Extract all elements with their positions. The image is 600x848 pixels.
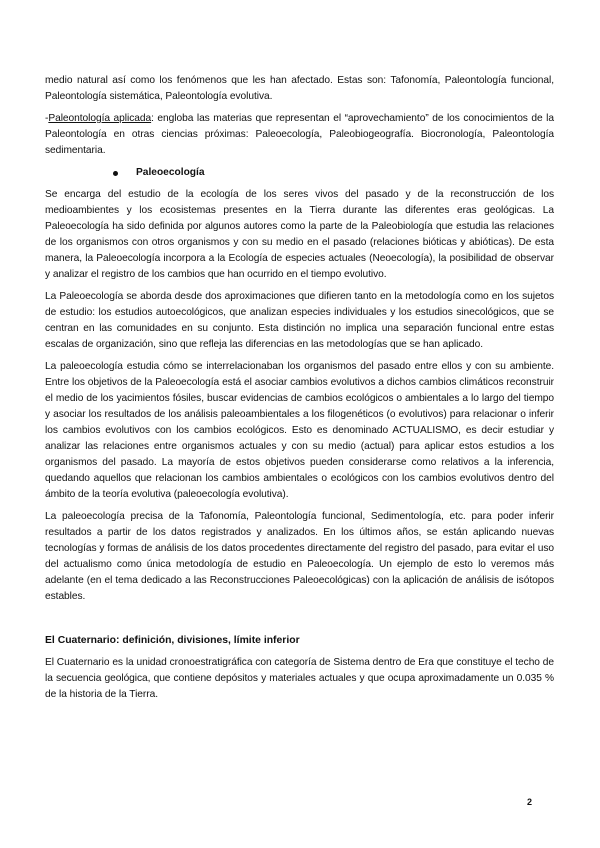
paragraph-applied-paleontology: -Paleontología aplicada: engloba las materias que representan el “aprovechamiento” de los conocimientos de la Paleontología en otras ciencias próximas: Paleoecología, Paleobiogeografía. Biocronología, Paleontología sedimentaria. — [45, 113, 554, 156]
paragraph-paleoecology-objectives: La paleoecología estudia cómo se interrelacionaban los organismos del pasado entre ellos y con su ambiente. Entre los objetivos de la Paleoecología está el asociar cambios evolutivos a dichos cambios climáticos reconstruir el medio de los yacimientos fósiles, buscar evidencias de cambios ecológicos o ambientales a lo largo del tiempo y asociar los resultados de los análisis paleoambientales a los filogenéticos (o evolutivos) para relacionar o inferir los cambios evolutivos con los cambios ecológicos. Esto es denominado ACTUALISMO, es decir estudiar y analizar las relaciones entre organismos actuales y con su medio (actual) para aplicar estos estudios a los organismos del pasado. La mayoría de estos objetivos pueden considerarse como relativos a la inferencia, quedando aquellos que relacionan los cambios ambientales o ecológicos con los cambios evolutivos dentro del ámbito de la teoría evolutiva (paleoecología evolutiva). — [45, 361, 554, 500]
page-number: 2 — [526, 797, 532, 807]
bullet-icon — [113, 171, 118, 176]
paragraph-paleontology-branches: medio natural así como los fenómenos que les han afectado. Estas son: Tafonomía, Paleontología funcional, Paleontología sistemática, Paleontología evolutiva. — [45, 75, 554, 102]
section-title-cuaternario: El Cuaternario: definición, divisiones, límite inferior — [45, 635, 300, 646]
paragraph-paleoecology-methods: La paleoecología precisa de la Tafonomía, Paleontología funcional, Sedimentología, etc. para poder inferir resultados a partir de los datos registrados y analizados. En los últimos años, se están aplicando nuevas tecnologías y formas de análisis de los datos procedentes directamente del registro del pasado, para evitar el uso del actualismo como única metodología de estudio en Paleoecología. Un ejemplo de esto lo veremos más adelante (en el tema dedicado a las Reconstrucciones Paleoecológicas) con la aplicación de análisis de isótopos estables. — [45, 511, 554, 602]
paragraph-paleoecology-approaches: La Paleoecología se aborda desde dos aproximaciones que difieren tanto en la metodología como en los sujetos de estudio: los estudios autoecológicos, que analizan especies individuales y los estudios sinecológicos, que se centran en las comunidades en su conjunto. Esta distinción no implica una separación funcional entre estas escalas de organización, sino que refleja las diferencias en las metodologías que se han aplicado. — [45, 291, 554, 350]
paragraph-cuaternario-definition: El Cuaternario es la unidad cronoestratigráfica con categoría de Sistema dentro de Era que constituye el techo de la secuencia geológica, que contiene depósitos y materiales actuales y que ocupa aproximadamente un 0.035 % de la historia de la Tierra. — [45, 657, 554, 700]
applied-paleontology-definition: : engloba las materias que representan el “aprovechamiento” de los conocimientos de la Paleontología en otras ciencias próximas: Paleoecología, Paleobiogeografía. Biocronología, Paleontología sedimentaria. — [45, 113, 554, 156]
bullet-heading-paleoecology — [113, 165, 554, 181]
paragraph-paleoecology-definition: Se encarga del estudio de la ecología de los seres vivos del pasado y de la reconstrucción de los medioambientes y los ecosistemas presentes en la Tierra durante las diferentes eras geológicas. La Paleoecología ha sido definida por algunos autores como la parte de la Paleobiología que estudia las relaciones de los organismos con otros organismos y con su medio en el pasado (relaciones bióticas y abióticas). De esta manera, la Paleoecología incorpora a la Ecología de especies actuales (Neoecología), la posibilidad de observar y analizar el registro de los cambios que han ocurrido en el tiempo evolutivo. — [45, 189, 554, 280]
applied-paleontology-term: Paleontología aplicada — [48, 113, 152, 124]
bullet-heading-label: Paleoecología — [136, 167, 205, 178]
